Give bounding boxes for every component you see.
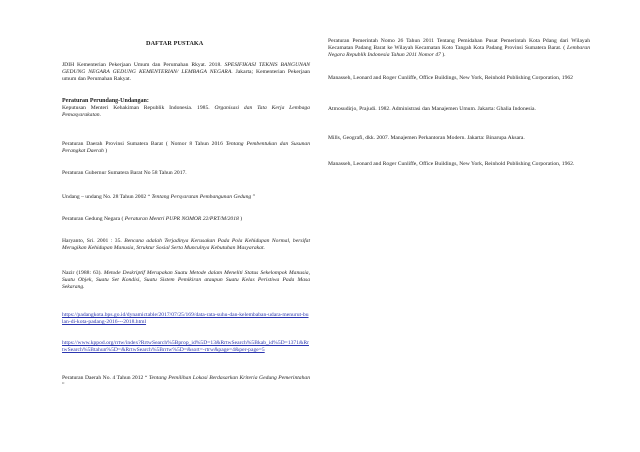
reference-nazir [62,270,310,292]
ref-text: Nazir (1988: 63). [62,270,102,276]
ref-italic: Tentang Pembentukan dan Susunan Perangkat Daerah [62,141,311,155]
reference-manasseh-1 [328,75,590,82]
bps-link[interactable]: https://padangkota.bps.go.id/dynamictable/2017/07/25/169/data-rata-suhu-dan-kelembaban-udara-menurut-bulan-di-kota-padang-2016---2018.html [62,312,309,326]
ref-text: Peraturan Gubernur Sumatera Barat No 58 Tahun 2017. [62,170,187,176]
ref-text: Manasseh, Leonard and Roger Cunliffe, Office Buildings, New York, Reinhold Publishing Corporation, 1962. [328,161,575,167]
reference-bps-link [62,312,310,326]
ref-text: JDIH Kementerian Pekerjaan Umum dan Perumahan Rkyat. 2018. [62,62,222,68]
reference-perda-sumbar [62,141,310,155]
page-title: DAFTAR PUSTAKA [146,40,204,47]
ref-italic: Tentang Pemilihan Lokasi Berdasarkan Kriteria Gedung Pemerintahan [147,375,310,381]
ref-text: Peraturan Daerah Provinsi Sumatera Barat ( Nomor 8 Tahun 2016 [62,141,223,147]
ref-italic: Lembaran Negara Republik Indonesia Tahun 2011 Nomor 47 [328,45,590,59]
kppod-link[interactable]: https://www.kppod.org/rrtw/index?RrtwSearch%5Bprop_id%5D=13&RrtwSearch%5Bkab_id%5D=1371&RrtwSearch%5Btahun%5D=&RrtwSearch%5Brrtw%5D=&sort=-rtrw&page=4&per-page=5 [62,340,309,354]
ref-text: ) [240,216,243,222]
ref-text: Haryanto, Sri. 2001 : 35. [62,238,122,244]
ref-text: ). [442,52,446,59]
reference-perda-2012 [62,375,310,389]
ref-text: Atmosudirjo, Prajudi. 1982. Administrasi dan Manajemen Umum. Jakarta: Ghalia Indonesia. [328,106,536,112]
reference-atmosudirjo [328,106,590,113]
section-heading: Peraturan Perundang-Undangan: [62,98,149,104]
reference-haryanto [62,238,310,252]
reference-gedung-negara [62,216,310,223]
reference-pp-26-2011 [328,38,590,60]
ref-text: Mills, Geografi, dkk. 2007. Manajemen Perkantoran Modern. Jakarta: Binarupa Aksara. [328,135,525,141]
reference-mills [328,135,590,142]
ref-italic: Tentang Persyaratan Pembangunan Gedung [150,194,253,200]
ref-text: ) [103,148,108,155]
ref-text: . Jakarta; Kementerian Pekerjaan umum dan Perumahan Rakyat. [62,69,310,83]
ref-text: Keputusan Menteri Kehakiman Republik Indonesia. 1985. [62,105,210,112]
reference-undang-undang [62,194,310,201]
reference-pergub [62,170,310,177]
ref-text: ” [62,382,65,389]
ref-italic: Metode Deskriptif Merupakan Suatu Metode dalam Meneliti Status Sekelompok Manusia, Suatu Objek, Suatu Set Kondisi, Suatu Sistem Pemikiran ataupun Suatu Kelas Peristiwa Pada Masa Sekarang. [62,270,310,291]
reference-keputusan [62,98,310,120]
ref-italic: SPESIFIKASI TEKNIS BANGUNAN GEDUNG NEGARA GEDUNG KEMENTERIAN/ LEMBAGA NEGARA [62,62,310,76]
ref-text: Peraturan Daerah No. 4 Tahun 2012 “ [62,375,148,381]
ref-text: Peraturan Pemerintah Nomo 26 Tahun 2011 Tentang Pemidahan Pusat Pemerintah Kota Pdang dari Wilayah Kecamatan Padang Barat ke Wilayah Kecamatan Koto Tangah Kota Padang Provinsi Sumatera Barat. ( [328,38,590,52]
ref-text: Undang – undang No. 28 Tahun 2002 “ [62,194,151,200]
ref-italic: Organisasi dan Tata Kerja Lembaga Pemasyarakatan. [62,105,310,119]
ref-italic: Bencana adalah Terjadinya Kerusakan Pada Pola Kehidupan Normal, bersifat Merugikan Kehidupan Manusia, Struktur Sosial Serta Munculnya Kebutuhan Masyarakat. [62,238,311,252]
reference-jdih [62,62,310,84]
ref-text: Manasseh, Leonard and Roger Cunliffe, Office Buildings, New York, Reinhold Publishing Corporation, 1962 [328,75,573,81]
ref-text: Peraturan Gedung Negara ( [62,216,124,222]
reference-kppod-link [62,340,310,354]
ref-italic: Peraturan Mentri PUPR NOMOR 22/PRT/M/2018 [123,216,241,222]
reference-manasseh-2 [328,161,590,168]
ref-text: ” [252,194,256,200]
